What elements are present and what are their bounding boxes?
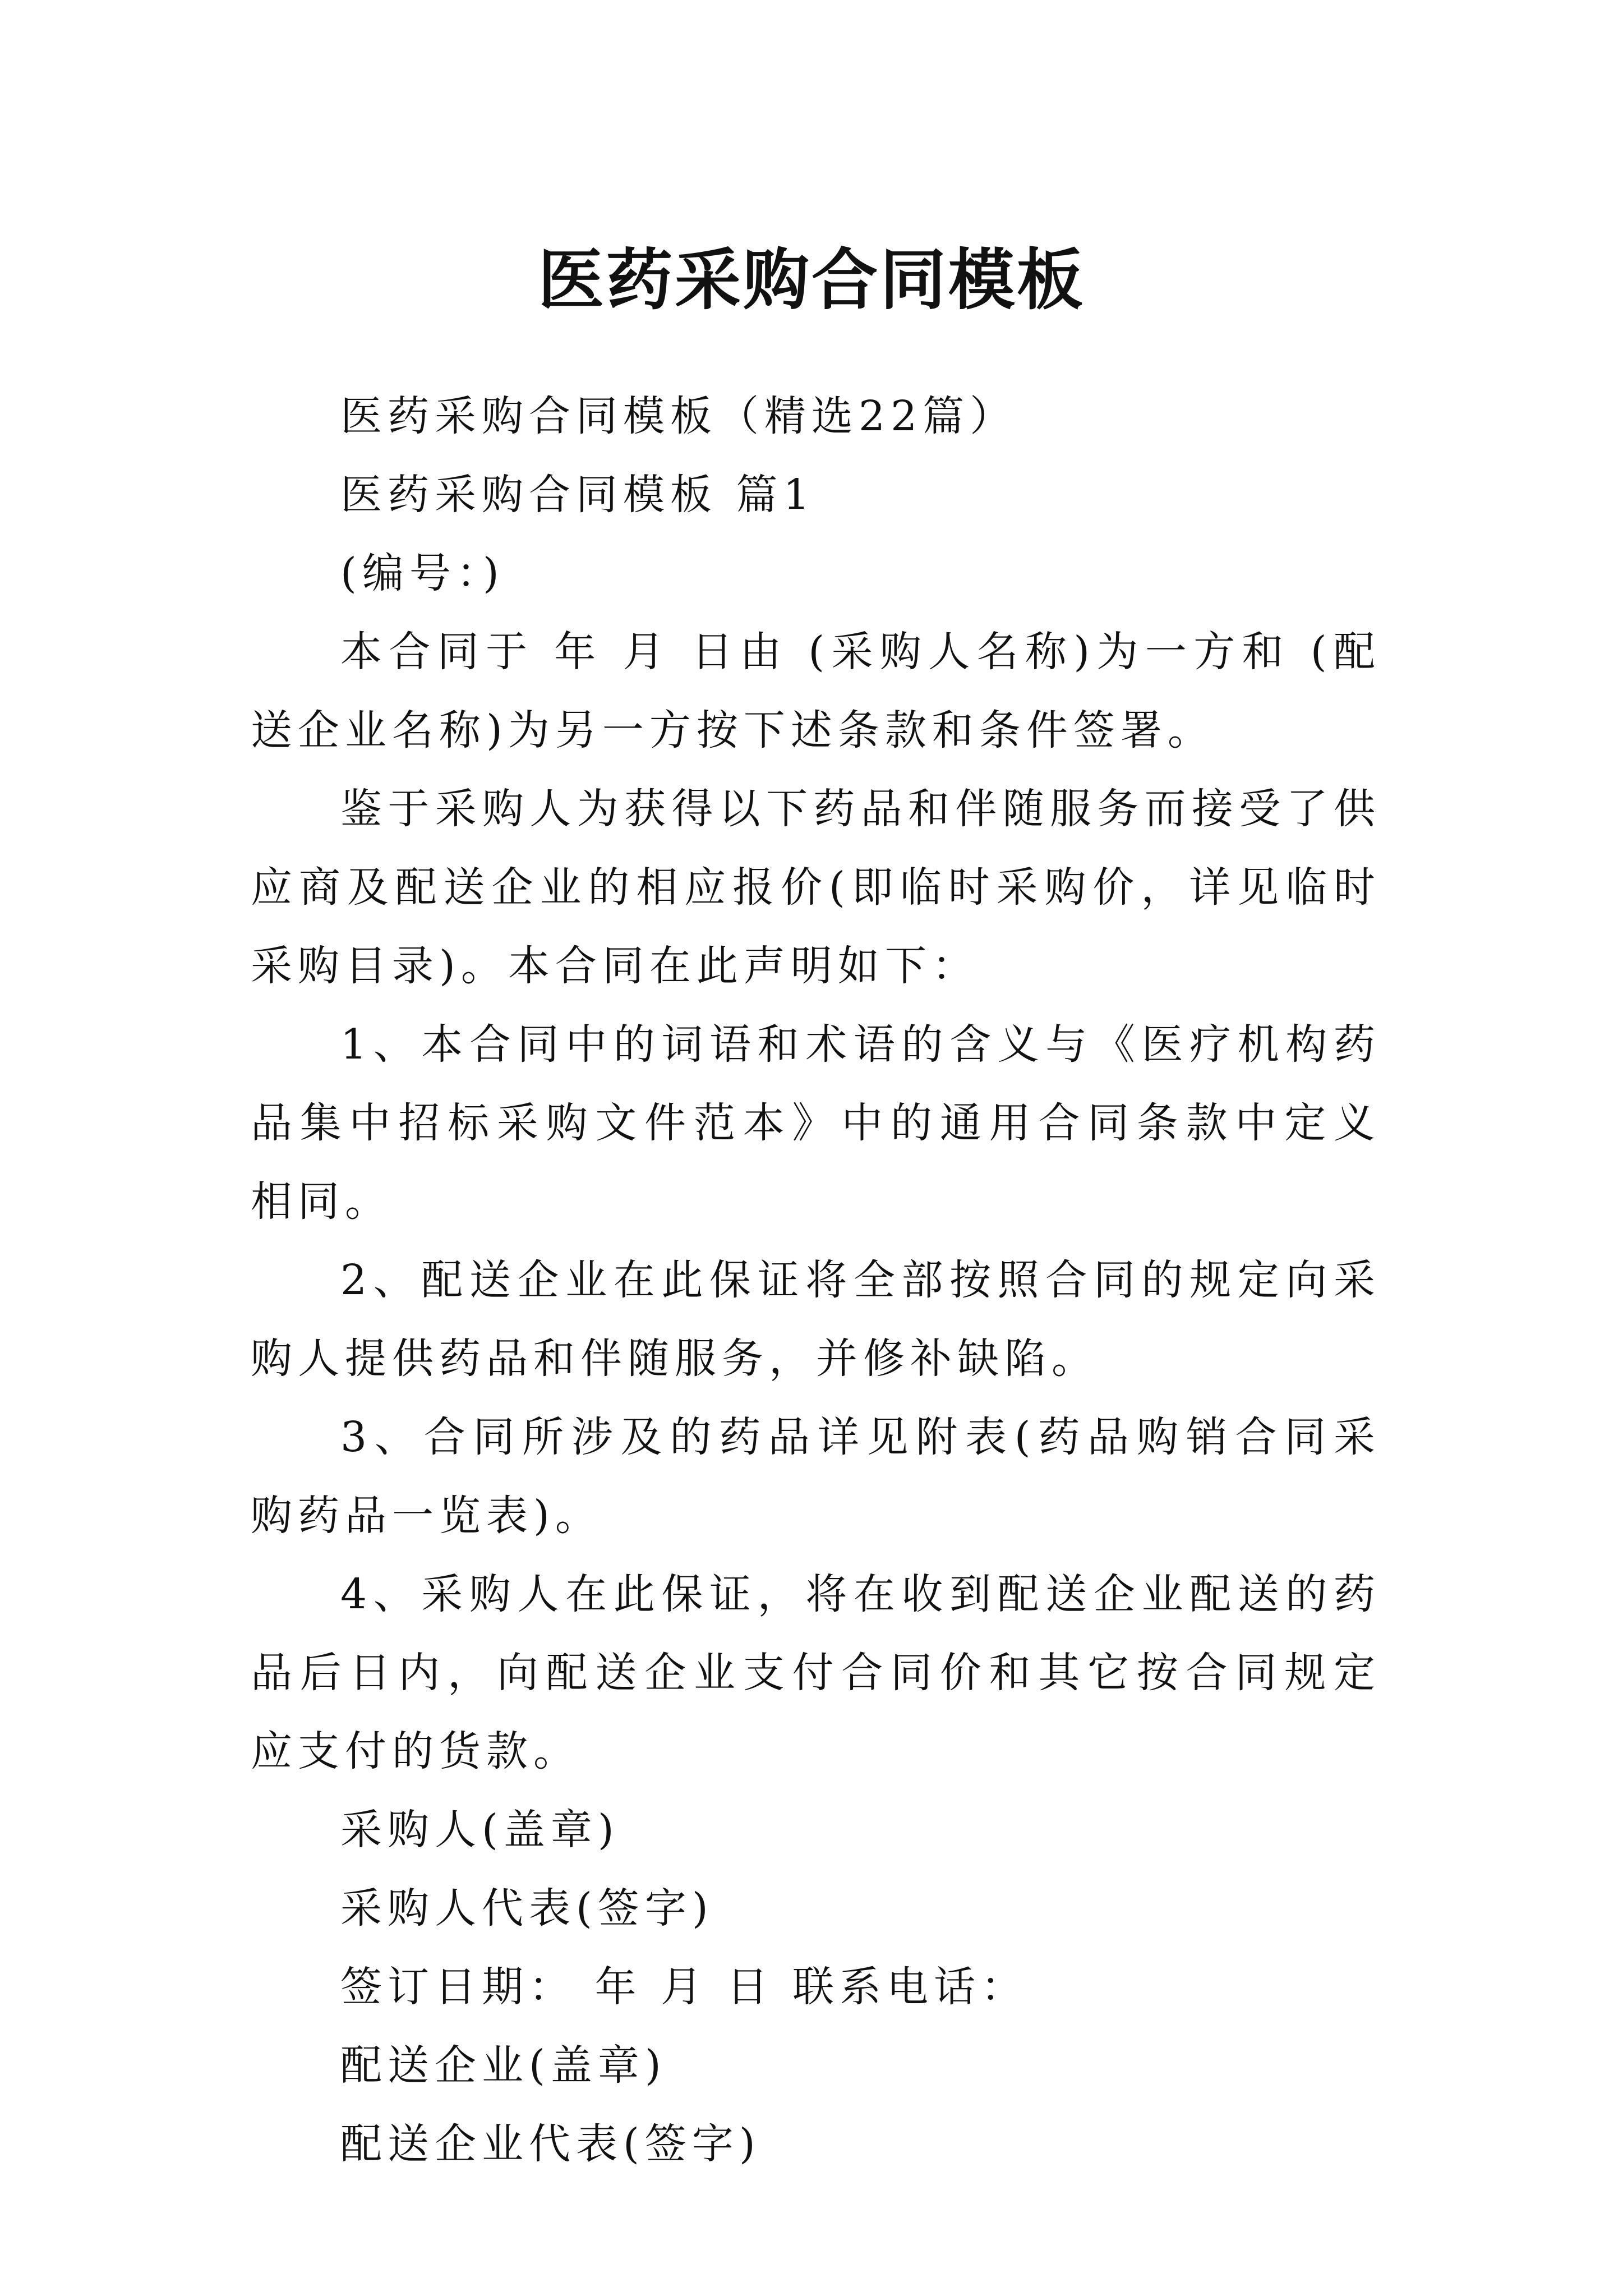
paragraph-section-heading: 医药采购合同模板 篇1 (340, 471, 815, 519)
paragraph-recital: 鉴于采购人为获得以下药品和伴随服务而接受了供应商及配送企业的相应报价(即临时采购价，详见临时采购目录)。本合同在此声明如下： (251, 785, 1381, 990)
paragraph-parties: 本合同于 年 月 日由 (采购人名称)为一方和 (配送企业名称)为另一方按下述条款和条件签署。 (251, 628, 1381, 754)
paragraph-clause-3: 3、合同所涉及的药品详见附表(药品购销合同采购药品一览表)。 (251, 1413, 1381, 1540)
document-title: 医药采购合同模板 (537, 241, 1085, 319)
paragraph-clause-1: 1、本合同中的词语和术语的含义与《医疗机构药品集中招标采购文件范本》中的通用合同条款中定义相同。 (251, 1020, 1381, 1226)
signature-purchaser-seal: 采购人(盖章) (340, 1806, 620, 1854)
signature-purchaser-rep: 采购人代表(签字) (340, 1884, 714, 1932)
signature-date-phone: 签订日期： 年 月 日 联系电话： (340, 1963, 1029, 2011)
paragraph-subtitle: 医药采购合同模板（精选22篇） (340, 392, 1017, 440)
signature-distributor-rep: 配送企业代表(签字) (340, 2120, 761, 2168)
paragraph-clause-2: 2、配送企业在此保证将全部按照合同的规定向采购人提供药品和伴随服务，并修补缺陷。 (251, 1256, 1381, 1383)
signature-distributor-seal: 配送企业(盖章) (340, 2041, 667, 2090)
paragraph-contract-number: (编号：) (340, 549, 505, 597)
document-body (251, 377, 1381, 2183)
paragraph-clause-4: 4、采购人在此保证，将在收到配送企业配送的药品后日内，向配送企业支付合同价和其它按合同规定应支付的货款。 (251, 1570, 1381, 1775)
